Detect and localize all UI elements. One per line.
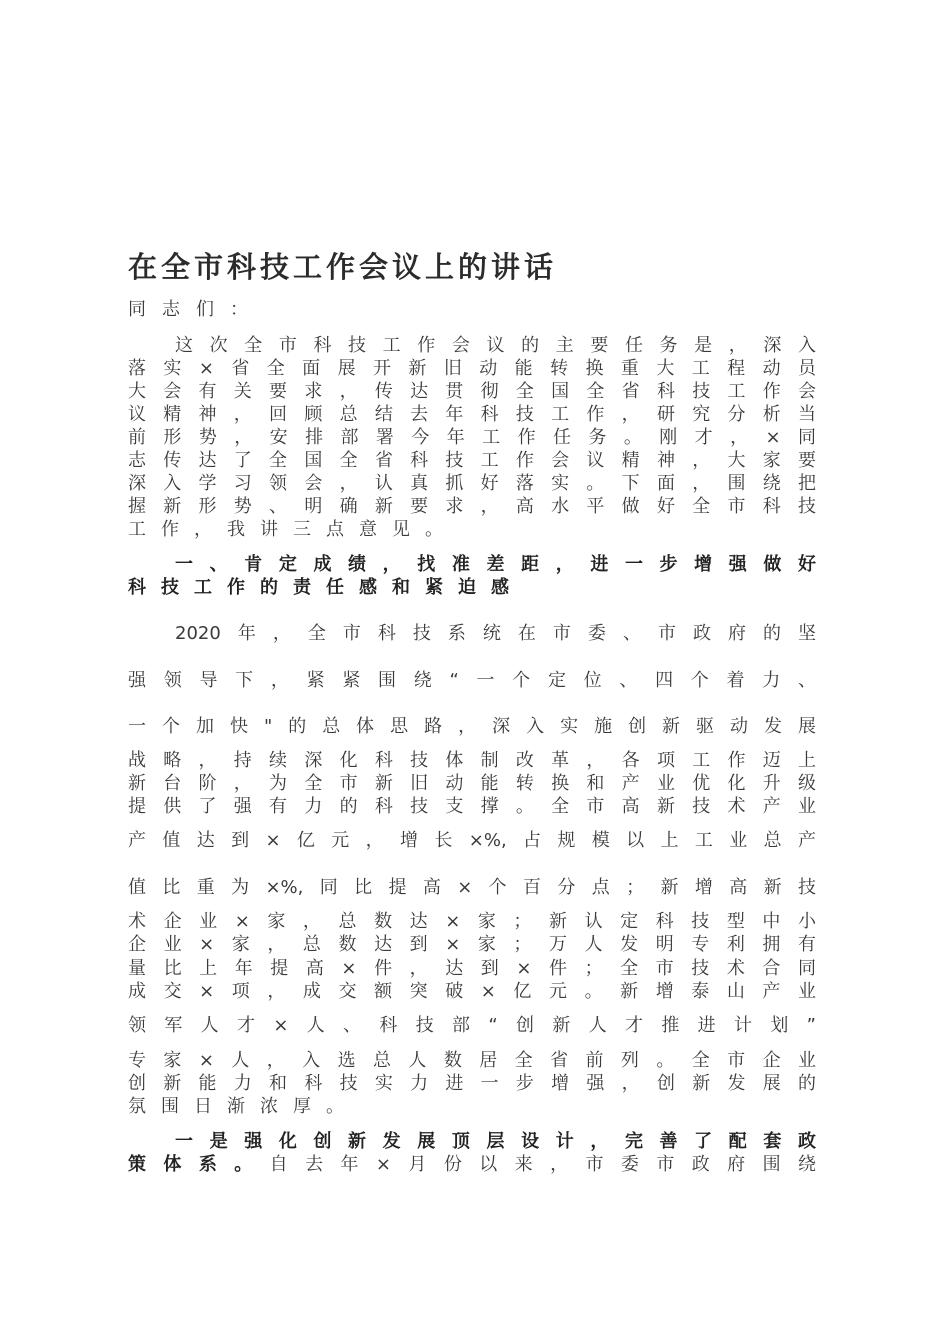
paragraph-line: 2020年，全市科技系统在市委、市政府的坚 bbox=[175, 623, 816, 644]
paragraph-line: 工作，我讲三点意见。 bbox=[128, 519, 458, 540]
paragraph-line: 志传达了全国全省科技工作会议精神，大家要 bbox=[128, 450, 816, 471]
paragraph-line: 值比重为×%,同比提高×个百分点；新增高新技 bbox=[128, 877, 816, 898]
paragraph-line: 创新能力和科技实力进一步增强，创新发展的 bbox=[128, 1073, 816, 1094]
paragraph-line: 前形势，安排部署今年工作任务。刚才，×同 bbox=[128, 427, 816, 448]
paragraph-line: 量比上年提高×件，达到×件；全市技术合同 bbox=[128, 958, 816, 979]
paragraph-line: 战略，持续深化科技体制改革，各项工作迈上 bbox=[128, 750, 816, 771]
paragraph-line: 强领导下，紧紧围绕“一个定位、四个着力、 bbox=[128, 670, 816, 691]
section-heading: 科技工作的责任感和紧迫感 bbox=[128, 577, 524, 598]
paragraph-line: 提供了强有力的科技支撑。全市高新技术产业 bbox=[128, 796, 816, 817]
paragraph-line bbox=[128, 1153, 816, 1177]
paragraph-line: 握新形势、明确新要求，高水平做好全市科技 bbox=[128, 496, 816, 517]
paragraph-line: 专家×人，入选总人数居全省前列。全市企业 bbox=[128, 1050, 816, 1071]
salutation: 同志们： bbox=[128, 299, 264, 320]
paragraph-line: 术企业×家，总数达×家；新认定科技型中小 bbox=[128, 911, 816, 932]
paragraph-line: 新台阶，为全市新旧动能转换和产业优化升级 bbox=[128, 773, 816, 794]
paragraph-line: 一个加快"的总体思路，深入实施创新驱动发展 bbox=[128, 716, 816, 737]
paragraph-line: 氛围日渐浓厚。 bbox=[128, 1096, 359, 1117]
paragraph-line: 产值达到×亿元，增长×%,占规模以上工业总产 bbox=[128, 830, 816, 851]
paragraph-line: 大会有关要求，传达贯彻全国全省科技工作会 bbox=[128, 381, 816, 402]
paragraph-line: 领军人才×人、科技部“创新人才推进计划” bbox=[128, 1015, 816, 1036]
line-rest: 自去年×月份以来，市委市政府围绕 bbox=[269, 1154, 816, 1175]
paragraph-line: 深入学习领会，认真抓好落实。下面，围绕把 bbox=[128, 473, 816, 494]
paragraph-line: 成交×项，成交额突破×亿元。新增泰山产业 bbox=[128, 981, 816, 1002]
paragraph-line: 企业×家，总数达到×家；万人发明专利拥有 bbox=[128, 934, 816, 955]
document-title: 在全市科技工作会议上的讲话 bbox=[128, 250, 558, 284]
section-heading: 一、肯定成绩，找准差距，进一步增强做好 bbox=[175, 554, 816, 575]
bold-lead: 策体系。 bbox=[128, 1154, 270, 1175]
paragraph-line: 议精神，回顾总结去年科技工作，研究分析当 bbox=[128, 404, 816, 425]
paragraph-line: 一是强化创新发展顶层设计，完善了配套政 bbox=[175, 1131, 816, 1152]
paragraph-line: 落实×省全面展开新旧动能转换重大工程动员 bbox=[128, 358, 816, 379]
paragraph-line: 这次全市科技工作会议的主要任务是，深入 bbox=[175, 335, 816, 356]
